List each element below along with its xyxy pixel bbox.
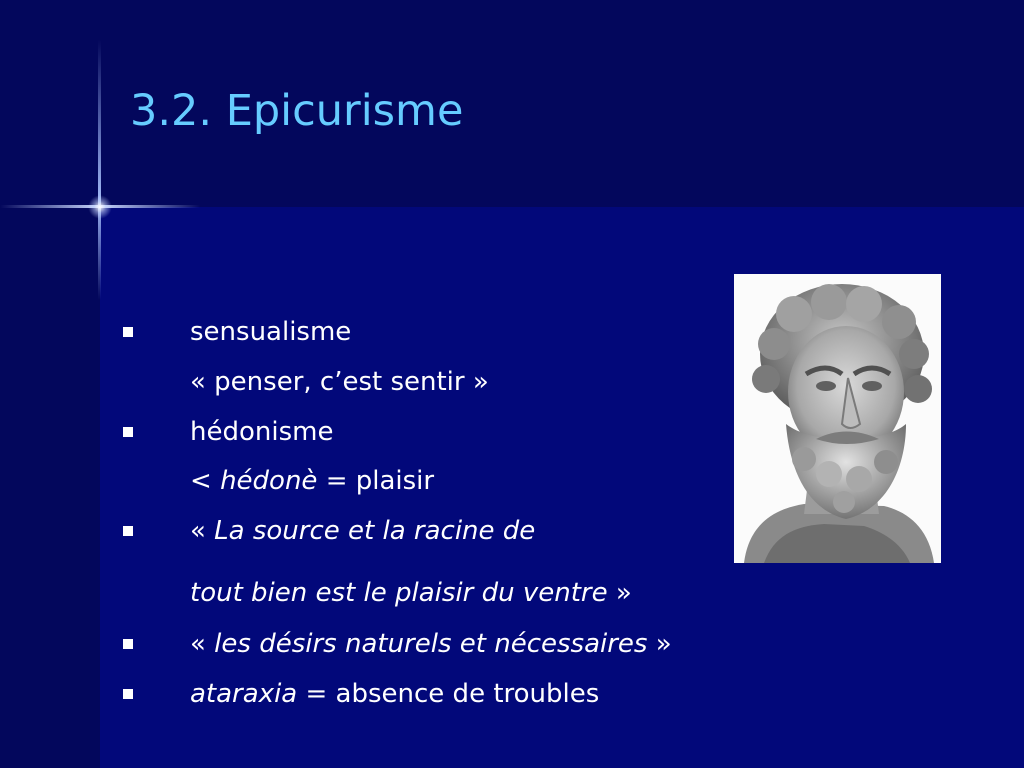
bust-icon	[734, 274, 941, 563]
item-italic: hédonè	[220, 466, 318, 496]
item-prefix: «	[190, 516, 215, 546]
decorative-star-icon	[88, 195, 112, 219]
list-subline-penser	[190, 369, 489, 395]
item-prefix: <	[190, 466, 221, 496]
item-text: hédonisme	[190, 417, 334, 447]
item-suffix: »	[647, 629, 672, 659]
item-italic: ataraxia	[190, 679, 298, 709]
list-item-ataraxia	[190, 681, 599, 707]
bullet-icon	[123, 526, 133, 536]
item-suffix: »	[607, 578, 632, 608]
list-subline-hedone	[190, 468, 434, 494]
slide-title: 3.2. Epicurisme	[130, 86, 464, 136]
list-item-desirs	[190, 631, 672, 657]
list-item-sensualisme	[190, 319, 351, 345]
bullet-icon	[123, 639, 133, 649]
item-italic: La source et la racine de	[214, 516, 536, 546]
item-italic: les désirs naturels et nécessaires	[214, 629, 648, 659]
item-text: sensualisme	[190, 317, 352, 347]
list-subline-quote-ventre	[190, 580, 632, 606]
item-suffix: = plaisir	[317, 466, 435, 496]
list-item-quote-source	[190, 518, 535, 544]
item-italic: tout bien est le plaisir du ventre	[190, 578, 608, 608]
item-prefix: «	[190, 629, 215, 659]
list-item-hedonisme	[190, 419, 333, 445]
item-text: « penser, c’est sentir »	[190, 367, 489, 397]
portrait-image	[734, 274, 941, 563]
item-suffix: = absence de troubles	[297, 679, 600, 709]
bullet-icon	[123, 427, 133, 437]
bullet-icon	[123, 327, 133, 337]
decorative-vertical-line	[98, 40, 101, 300]
bullet-icon	[123, 689, 133, 699]
